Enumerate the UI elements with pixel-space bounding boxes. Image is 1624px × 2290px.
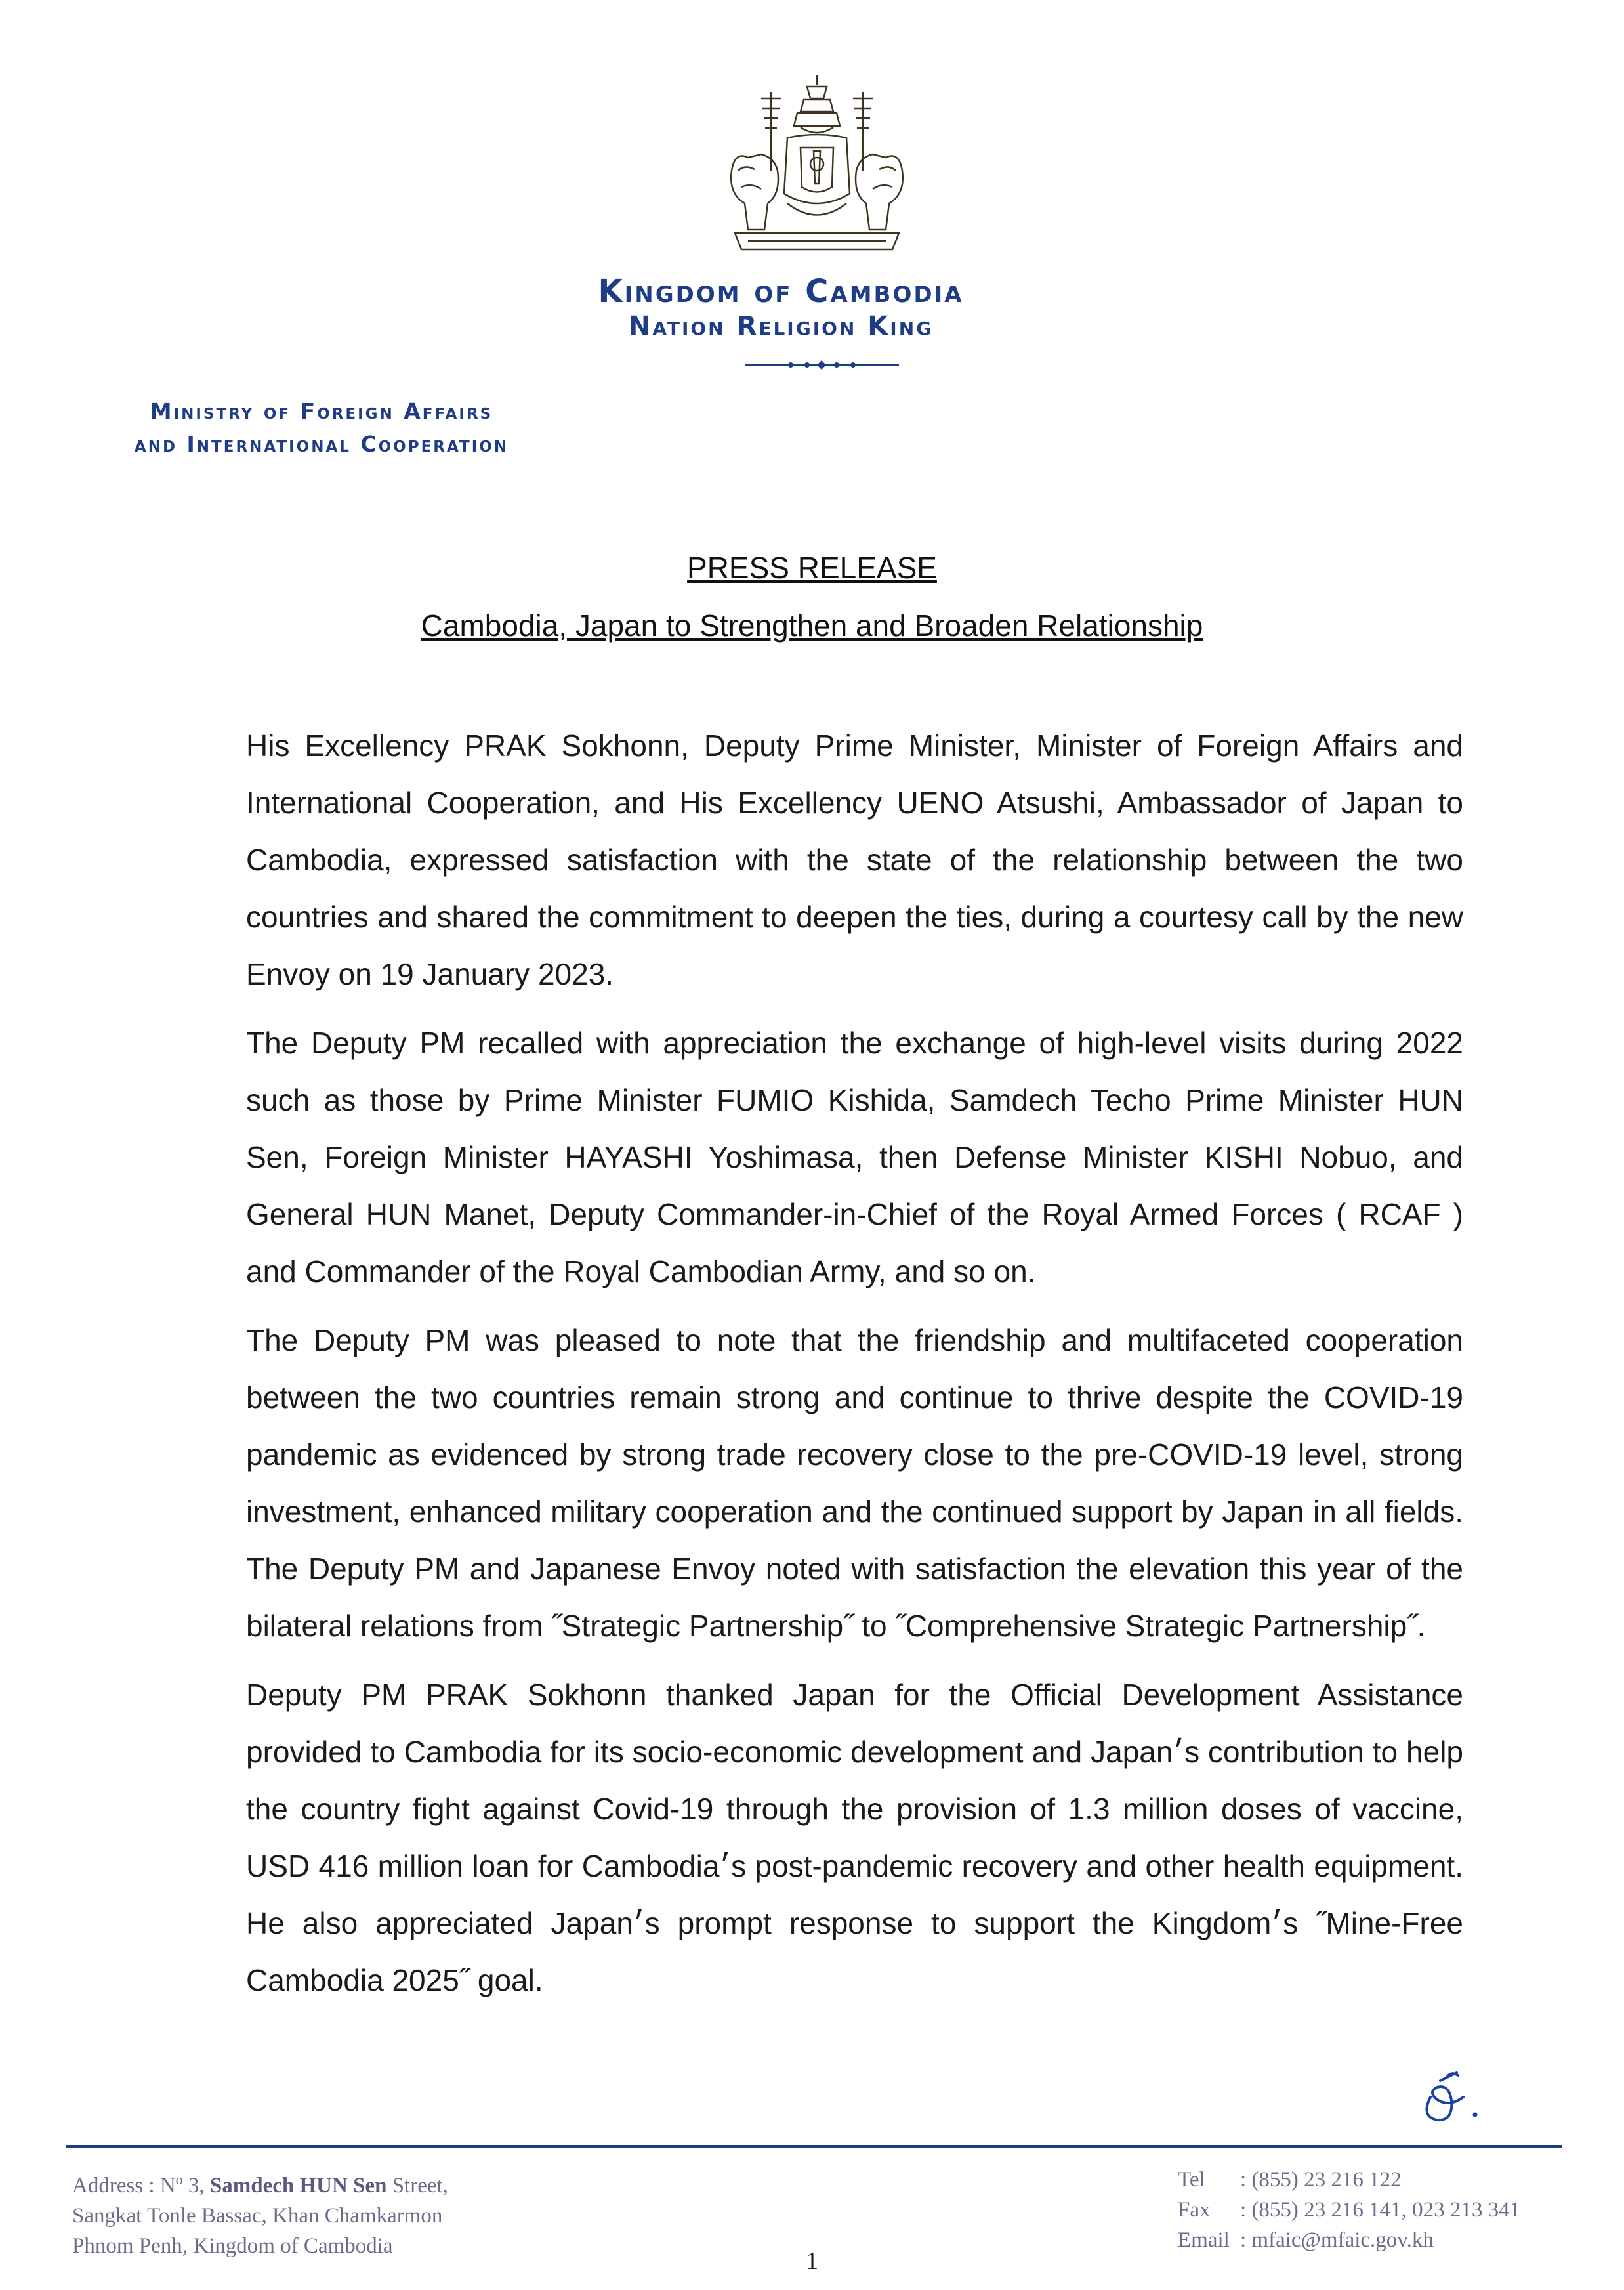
email-row: Email : mfaic@mfaic.gov.kh [1178, 2228, 1434, 2252]
page-subtitle: Cambodia, Japan to Strengthen and Broaden Relationship [421, 608, 1203, 643]
footer-contact [1178, 2165, 1611, 2255]
footer-divider [66, 2145, 1562, 2148]
ministry-name [39, 395, 604, 461]
paragraph-2: The Deputy PM recalled with appreciation the exchange of high-level visits during 2022 such as those by Prime Minister FUMIO Kishida, Samdech Techo Prime Minister HUN Sen, Foreign Minister HAYASHI Yoshimasa, then Defense Minister KISHI Nobuo, and General HUN Manet, Deputy Commander-in-Chief of the Royal Armed Forces ( RCAF ) and Commander of the Royal Cambodian Army, and so on. [246, 1026, 1463, 1288]
national-motto: Nation Religion King [628, 311, 934, 341]
paragraph-4: Deputy PM PRAK Sokhonn thanked Japan for the Official Development Assistance provided to Cambodia for its socio-economic development and Japan׳s contribution to help the country fight against Covid-19 through the provision of 1.3 million doses of vaccine, USD 416 million loan for Cambodia׳s post-pandemic recovery and other health equipment. He also appreciated Japan׳s prompt response to support the Kingdom׳s ˝Mine-Free Cambodia 2025˝ goal. [246, 1678, 1463, 1997]
ministry-line-2: and International Cooperation [134, 431, 509, 457]
press-release-body [246, 717, 1463, 2021]
kingdom-header [486, 273, 1076, 341]
address-line-3: Phnom Penh, Kingdom of Cambodia [72, 2234, 393, 2258]
cambodia-royal-arms-emblem-icon [709, 72, 925, 263]
page-title: PRESS RELEASE [687, 551, 937, 585]
tel-row: Tel : (855) 23 216 122 [1178, 2168, 1402, 2192]
fax-row: Fax : (855) 23 216 141, 023 213 341 [1178, 2198, 1521, 2222]
paragraph-3: The Deputy PM was pleased to note that the friendship and multifaceted cooperation between the two countries remain strong and continue to thrive despite the COVID-19 pandemic as evidenced by strong trade recovery close to the pre-COVID-19 level, strong investment, enhanced military cooperation and the continued support by Japan in all fields. The Deputy PM and Japanese Envoy noted with satisfaction the elevation this year of the bilateral relations from ˝Strategic Partnership˝ to ˝Comprehensive Strategic Partnership˝. [246, 1323, 1463, 1643]
page-number: 1 [806, 2247, 818, 2275]
ministry-line-1: Ministry of Foreign Affairs [150, 398, 493, 424]
address-line-1: Address : $N^o$ 3, Samdech HUN Sen Street, [72, 2171, 448, 2197]
ornament-divider-icon [745, 358, 899, 371]
kingdom-name: Kingdom of Cambodia [598, 273, 964, 310]
handwritten-initials-icon [1411, 2061, 1483, 2127]
paragraph-1: His Excellency PRAK Sokhonn, Deputy Prime Minister, Minister of Foreign Affairs and International Cooperation, and His Excellency UENO Atsushi, Ambassador of Japan to Cambodia, expressed satisfaction with the state of the relationship between the two countries and shared the commitment to deepen the ties, during a courtesy call by the new Envoy on 19 January 2023. [246, 729, 1463, 991]
address-line-2: Sangkat Tonle Bassac, Khan Chamkarmon [72, 2204, 443, 2228]
